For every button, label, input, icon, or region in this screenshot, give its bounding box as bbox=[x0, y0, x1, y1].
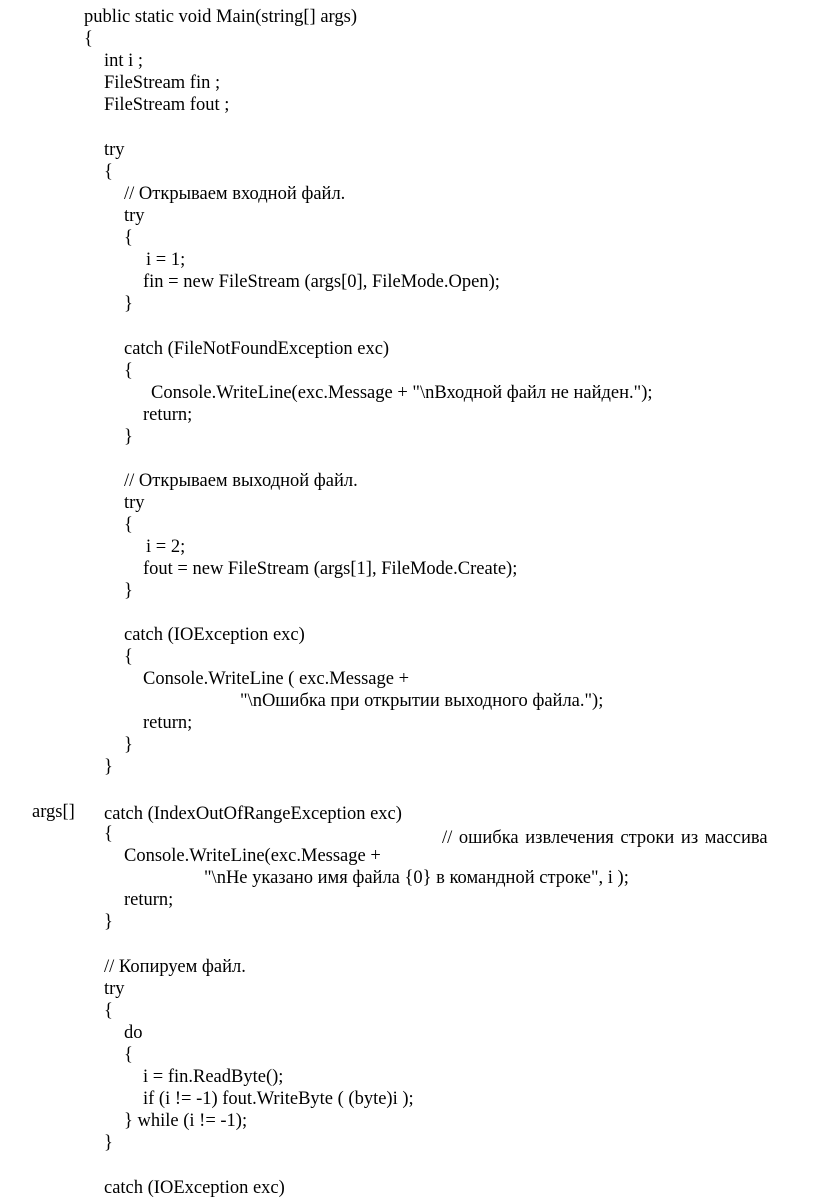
code-line bbox=[0, 337, 816, 361]
code-line bbox=[0, 1109, 816, 1133]
code-line bbox=[0, 226, 816, 250]
code-text: { bbox=[84, 29, 93, 49]
code-line bbox=[0, 160, 816, 184]
code-line bbox=[0, 755, 816, 779]
code-line bbox=[0, 623, 816, 647]
code-text: } bbox=[124, 294, 133, 314]
code-line bbox=[0, 425, 816, 449]
code-text: if (i != -1) fout.WriteByte ( (byte)i ); bbox=[143, 1089, 414, 1109]
code-text: catch (IOException exc) bbox=[104, 1178, 285, 1198]
code-line bbox=[0, 292, 816, 316]
code-text: { bbox=[104, 824, 113, 844]
code-text: do bbox=[124, 1023, 143, 1043]
code-text: Console.WriteLine(exc.Message + bbox=[124, 846, 381, 866]
code-text: return; bbox=[143, 405, 193, 425]
code-line bbox=[0, 93, 816, 117]
code-text: int i ; bbox=[104, 51, 144, 71]
code-line bbox=[0, 557, 816, 581]
code-line bbox=[0, 248, 816, 272]
code-text: } while (i != -1); bbox=[124, 1111, 248, 1131]
code-line bbox=[0, 689, 816, 713]
code-text: } bbox=[104, 1133, 113, 1153]
code-comment bbox=[0, 182, 816, 206]
code-text: fout = new FileStream (args[1], FileMode.Create); bbox=[143, 559, 518, 579]
code-text: return; bbox=[143, 713, 193, 733]
code-text: } bbox=[104, 757, 113, 777]
code-line bbox=[0, 1043, 816, 1067]
code-text: } bbox=[104, 912, 113, 932]
code-text: catch (IOException exc) bbox=[124, 625, 305, 645]
code-text: { bbox=[124, 647, 133, 667]
code-text: // Открываем выходной файл. bbox=[124, 471, 358, 491]
code-text: try bbox=[124, 493, 145, 513]
code-text: i = 2; bbox=[146, 537, 186, 557]
code-text: fin = new FileStream (args[0], FileMode.Open); bbox=[143, 272, 500, 292]
code-line bbox=[0, 138, 816, 162]
code-line bbox=[0, 204, 816, 228]
code-text: FileStream fout ; bbox=[104, 95, 230, 115]
code-text: Console.WriteLine ( exc.Message + bbox=[143, 669, 410, 689]
code-line bbox=[0, 5, 816, 29]
code-line bbox=[0, 359, 816, 383]
code-line bbox=[0, 711, 816, 735]
code-text: { bbox=[124, 1045, 133, 1065]
code-text: // Копируем файл. bbox=[104, 957, 246, 977]
code-text: // Открываем входной файл. bbox=[124, 184, 346, 204]
code-text: { bbox=[124, 515, 133, 535]
code-text: } bbox=[124, 427, 133, 447]
code-line bbox=[0, 1065, 816, 1089]
code-text: { bbox=[124, 228, 133, 248]
code-text: try bbox=[124, 206, 145, 226]
code-line bbox=[0, 491, 816, 515]
code-text: try bbox=[104, 979, 125, 999]
code-line bbox=[0, 1176, 816, 1200]
code-comment-text: // ошибка извлечения строки из массива bbox=[442, 828, 768, 848]
code-text: { bbox=[104, 1001, 113, 1021]
code-text: Console.WriteLine(exc.Message + "\nВходной файл не найден."); bbox=[151, 383, 653, 403]
code-line bbox=[0, 71, 816, 95]
code-line bbox=[0, 888, 816, 912]
code-text: "\nОшибка при открытии выходного файла."); bbox=[240, 691, 604, 711]
code-line bbox=[0, 403, 816, 427]
code-comment bbox=[0, 469, 816, 493]
code-line bbox=[0, 535, 816, 559]
code-line bbox=[0, 270, 816, 294]
code-text: "\nНе указано имя файла {0} в командной строке", i ); bbox=[204, 868, 629, 888]
code-line bbox=[0, 49, 816, 73]
code-line bbox=[0, 866, 816, 890]
code-text: catch (FileNotFoundException exc) bbox=[124, 339, 390, 359]
code-text: args[] bbox=[32, 802, 75, 822]
code-text: catch (IndexOutOfRangeException exc) bbox=[104, 804, 402, 824]
code-line bbox=[0, 667, 816, 691]
code-line bbox=[0, 513, 816, 537]
code-line bbox=[0, 1131, 816, 1155]
code-line bbox=[0, 645, 816, 669]
code-line bbox=[0, 27, 816, 51]
code-line bbox=[0, 733, 816, 757]
code-line bbox=[0, 1087, 816, 1111]
code-line bbox=[0, 579, 816, 603]
code-text: FileStream fin ; bbox=[104, 73, 221, 93]
code-text: return; bbox=[124, 890, 174, 910]
code-text: i = 1; bbox=[146, 250, 186, 270]
code-text: { bbox=[124, 361, 133, 381]
code-comment bbox=[0, 955, 816, 979]
code-text: { bbox=[104, 162, 113, 182]
code-line bbox=[0, 800, 816, 824]
code-line bbox=[0, 910, 816, 934]
code-text: i = fin.ReadByte(); bbox=[143, 1067, 284, 1087]
code-text: } bbox=[124, 581, 133, 601]
code-line bbox=[0, 977, 816, 1001]
code-line bbox=[0, 1021, 816, 1045]
code-line bbox=[0, 844, 816, 868]
code-text: public static void Main(string[] args) bbox=[84, 7, 357, 27]
code-text: } bbox=[124, 735, 133, 755]
code-line bbox=[0, 381, 816, 405]
code-text: try bbox=[104, 140, 125, 160]
code-line bbox=[0, 822, 816, 846]
code-line bbox=[0, 999, 816, 1023]
